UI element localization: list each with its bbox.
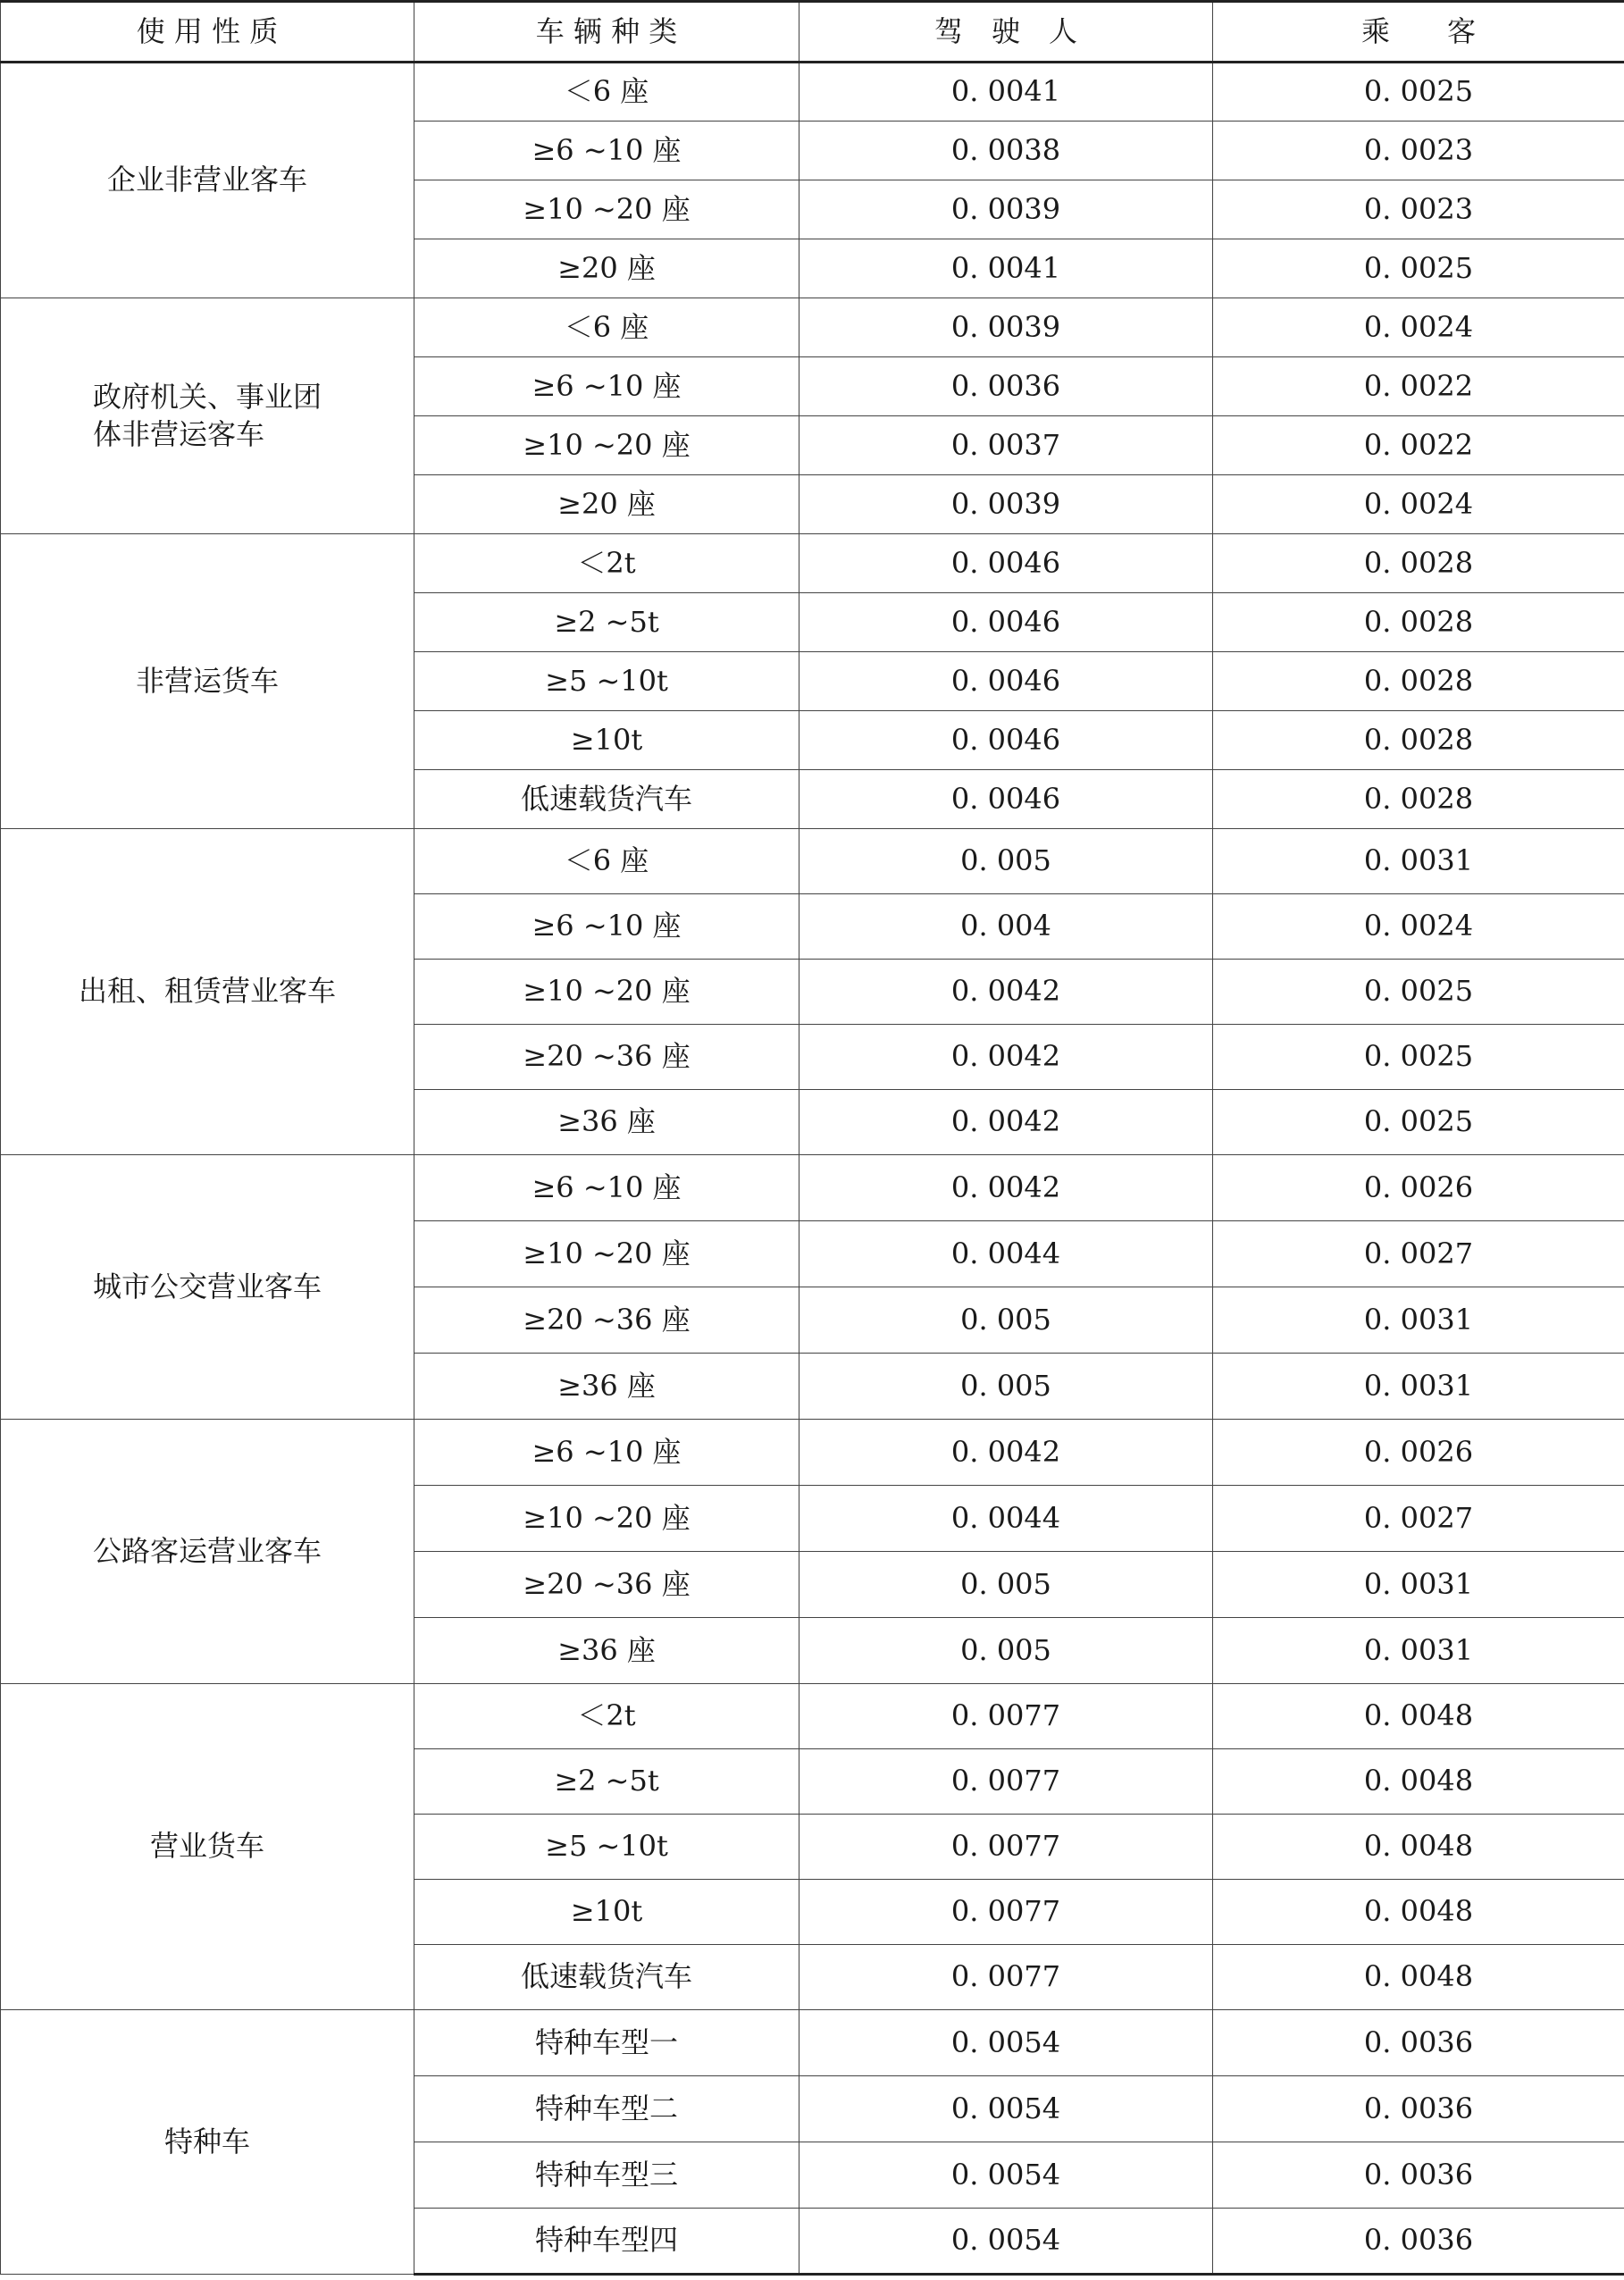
header-usage: 使 用 性 质 bbox=[1, 2, 414, 63]
usage-label: 政府机关、事业团 体非营运客车 bbox=[92, 379, 322, 451]
passenger-rate-cell: 0. 0028 bbox=[1213, 652, 1624, 711]
vehicle-type-cell: 特种车型二 bbox=[414, 2076, 799, 2142]
vehicle-type-cell: ＜6 座 bbox=[414, 298, 799, 357]
driver-rate-cell: 0. 0054 bbox=[799, 2209, 1213, 2275]
driver-rate-cell: 0. 0077 bbox=[799, 1945, 1213, 2010]
passenger-rate-cell: 0. 0036 bbox=[1213, 2010, 1624, 2076]
driver-rate-cell: 0. 005 bbox=[799, 1552, 1213, 1618]
table-row bbox=[1, 829, 1624, 894]
table-body bbox=[1, 63, 1624, 2275]
driver-rate-cell: 0. 0046 bbox=[799, 770, 1213, 829]
vehicle-type-cell: ≥10 ~20 座 bbox=[414, 1486, 799, 1552]
driver-rate-cell: 0. 0037 bbox=[799, 416, 1213, 475]
driver-rate-cell: 0. 0038 bbox=[799, 122, 1213, 180]
vehicle-type-cell: ≥10 ~20 座 bbox=[414, 1221, 799, 1287]
usage-label: 公路客运营业客车 bbox=[92, 1533, 322, 1568]
vehicle-type-cell: ＜2t bbox=[414, 1684, 799, 1749]
table-row bbox=[1, 534, 1624, 593]
table-row bbox=[1, 1420, 1624, 1486]
driver-rate-cell: 0. 0039 bbox=[799, 180, 1213, 239]
passenger-rate-cell: 0. 0024 bbox=[1213, 475, 1624, 534]
usage-label: 企业非营业客车 bbox=[106, 163, 307, 197]
passenger-rate-cell: 0. 0036 bbox=[1213, 2209, 1624, 2275]
driver-rate-cell: 0. 005 bbox=[799, 829, 1213, 894]
vehicle-type-cell: ≥2 ~5t bbox=[414, 593, 799, 652]
passenger-rate-cell: 0. 0027 bbox=[1213, 1486, 1624, 1552]
vehicle-type-cell: ≥6 ~10 座 bbox=[414, 1155, 799, 1221]
driver-rate-cell: 0. 0041 bbox=[799, 63, 1213, 122]
table-row bbox=[1, 298, 1624, 357]
vehicle-type-cell: ≥36 座 bbox=[414, 1354, 799, 1420]
vehicle-type-cell: ≥10t bbox=[414, 711, 799, 770]
driver-rate-cell: 0. 0077 bbox=[799, 1880, 1213, 1945]
passenger-rate-cell: 0. 0027 bbox=[1213, 1221, 1624, 1287]
passenger-rate-cell: 0. 0025 bbox=[1213, 960, 1624, 1025]
driver-rate-cell: 0. 0054 bbox=[799, 2142, 1213, 2209]
vehicle-type-cell: ≥6 ~10 座 bbox=[414, 894, 799, 960]
passenger-rate-cell: 0. 0022 bbox=[1213, 416, 1624, 475]
driver-rate-cell: 0. 005 bbox=[799, 1354, 1213, 1420]
vehicle-type-cell: ≥5 ~10t bbox=[414, 652, 799, 711]
driver-rate-cell: 0. 0039 bbox=[799, 475, 1213, 534]
table-row bbox=[1, 63, 1624, 122]
passenger-rate-cell: 0. 0031 bbox=[1213, 829, 1624, 894]
vehicle-type-cell: 特种车型一 bbox=[414, 2010, 799, 2076]
usage-cell bbox=[1, 298, 414, 534]
passenger-rate-cell: 0. 0031 bbox=[1213, 1618, 1624, 1684]
header-row bbox=[1, 2, 1624, 63]
passenger-rate-cell: 0. 0028 bbox=[1213, 593, 1624, 652]
driver-rate-cell: 0. 0042 bbox=[799, 1420, 1213, 1486]
vehicle-type-cell: ≥6 ~10 座 bbox=[414, 357, 799, 416]
driver-rate-cell: 0. 0046 bbox=[799, 711, 1213, 770]
driver-rate-cell: 0. 0077 bbox=[799, 1749, 1213, 1815]
passenger-rate-cell: 0. 0028 bbox=[1213, 770, 1624, 829]
usage-cell bbox=[1, 534, 414, 829]
usage-label: 非营运货车 bbox=[135, 663, 279, 698]
passenger-rate-cell: 0. 0048 bbox=[1213, 1880, 1624, 1945]
passenger-rate-cell: 0. 0048 bbox=[1213, 1749, 1624, 1815]
passenger-rate-cell: 0. 0031 bbox=[1213, 1552, 1624, 1618]
vehicle-type-cell: ＜2t bbox=[414, 534, 799, 593]
usage-label: 营业货车 bbox=[149, 1829, 264, 1864]
vehicle-type-cell: ＜6 座 bbox=[414, 63, 799, 122]
passenger-rate-cell: 0. 0036 bbox=[1213, 2142, 1624, 2209]
table-row bbox=[1, 2010, 1624, 2076]
vehicle-type-cell: ≥20 ~36 座 bbox=[414, 1552, 799, 1618]
vehicle-type-cell: 低速载货汽车 bbox=[414, 770, 799, 829]
usage-cell bbox=[1, 1155, 414, 1420]
usage-label: 特种车 bbox=[163, 2124, 250, 2158]
driver-rate-cell: 0. 0077 bbox=[799, 1815, 1213, 1880]
driver-rate-cell: 0. 0042 bbox=[799, 1155, 1213, 1221]
vehicle-type-cell: ≥6 ~10 座 bbox=[414, 1420, 799, 1486]
vehicle-type-cell: ≥10 ~20 座 bbox=[414, 960, 799, 1025]
passenger-rate-cell: 0. 0048 bbox=[1213, 1684, 1624, 1749]
vehicle-type-cell: ≥36 座 bbox=[414, 1090, 799, 1155]
driver-rate-cell: 0. 005 bbox=[799, 1287, 1213, 1354]
usage-label: 城市公交营业客车 bbox=[92, 1269, 322, 1303]
driver-rate-cell: 0. 0044 bbox=[799, 1486, 1213, 1552]
header-driver: 驾 驶 人 bbox=[799, 2, 1213, 63]
driver-rate-cell: 0. 0039 bbox=[799, 298, 1213, 357]
passenger-rate-cell: 0. 0024 bbox=[1213, 894, 1624, 960]
passenger-rate-cell: 0. 0025 bbox=[1213, 239, 1624, 298]
driver-rate-cell: 0. 0054 bbox=[799, 2076, 1213, 2142]
passenger-rate-cell: 0. 0025 bbox=[1213, 63, 1624, 122]
driver-rate-cell: 0. 0042 bbox=[799, 960, 1213, 1025]
driver-rate-cell: 0. 0042 bbox=[799, 1025, 1213, 1090]
vehicle-type-cell: ≥6 ~10 座 bbox=[414, 122, 799, 180]
vehicle-type-cell: ≥20 ~36 座 bbox=[414, 1025, 799, 1090]
driver-rate-cell: 0. 0046 bbox=[799, 652, 1213, 711]
driver-rate-cell: 0. 004 bbox=[799, 894, 1213, 960]
usage-cell bbox=[1, 829, 414, 1155]
table-row bbox=[1, 1155, 1624, 1221]
driver-rate-cell: 0. 0077 bbox=[799, 1684, 1213, 1749]
vehicle-type-cell: ≥20 座 bbox=[414, 239, 799, 298]
vehicle-type-cell: 低速载货汽车 bbox=[414, 1945, 799, 2010]
driver-rate-cell: 0. 0042 bbox=[799, 1090, 1213, 1155]
vehicle-type-cell: 特种车型三 bbox=[414, 2142, 799, 2209]
usage-cell bbox=[1, 1684, 414, 2010]
passenger-rate-cell: 0. 0022 bbox=[1213, 357, 1624, 416]
driver-rate-cell: 0. 0041 bbox=[799, 239, 1213, 298]
passenger-rate-cell: 0. 0026 bbox=[1213, 1420, 1624, 1486]
usage-cell bbox=[1, 2010, 414, 2275]
header-vehicle-type: 车 辆 种 类 bbox=[414, 2, 799, 63]
vehicle-type-cell: 特种车型四 bbox=[414, 2209, 799, 2275]
passenger-rate-cell: 0. 0025 bbox=[1213, 1090, 1624, 1155]
passenger-rate-cell: 0. 0048 bbox=[1213, 1815, 1624, 1880]
passenger-rate-cell: 0. 0031 bbox=[1213, 1287, 1624, 1354]
vehicle-type-cell: ≥20 座 bbox=[414, 475, 799, 534]
passenger-rate-cell: 0. 0036 bbox=[1213, 2076, 1624, 2142]
driver-rate-cell: 0. 0036 bbox=[799, 357, 1213, 416]
passenger-rate-cell: 0. 0048 bbox=[1213, 1945, 1624, 2010]
header-passenger: 乘 客 bbox=[1213, 2, 1624, 63]
driver-rate-cell: 0. 0054 bbox=[799, 2010, 1213, 2076]
passenger-rate-cell: 0. 0028 bbox=[1213, 534, 1624, 593]
vehicle-type-cell: ≥20 ~36 座 bbox=[414, 1287, 799, 1354]
passenger-rate-cell: 0. 0023 bbox=[1213, 122, 1624, 180]
driver-rate-cell: 0. 005 bbox=[799, 1618, 1213, 1684]
usage-cell bbox=[1, 63, 414, 298]
driver-rate-cell: 0. 0044 bbox=[799, 1221, 1213, 1287]
passenger-rate-cell: 0. 0026 bbox=[1213, 1155, 1624, 1221]
vehicle-type-cell: ≥5 ~10t bbox=[414, 1815, 799, 1880]
driver-rate-cell: 0. 0046 bbox=[799, 593, 1213, 652]
vehicle-type-cell: ＜6 座 bbox=[414, 829, 799, 894]
usage-cell bbox=[1, 1420, 414, 1684]
driver-rate-cell: 0. 0046 bbox=[799, 534, 1213, 593]
passenger-rate-cell: 0. 0025 bbox=[1213, 1025, 1624, 1090]
passenger-rate-cell: 0. 0023 bbox=[1213, 180, 1624, 239]
vehicle-type-cell: ≥10 ~20 座 bbox=[414, 416, 799, 475]
vehicle-type-cell: ≥10t bbox=[414, 1880, 799, 1945]
passenger-rate-cell: 0. 0024 bbox=[1213, 298, 1624, 357]
vehicle-type-cell: ≥36 座 bbox=[414, 1618, 799, 1684]
vehicle-type-cell: ≥2 ~5t bbox=[414, 1749, 799, 1815]
vehicle-type-cell: ≥10 ~20 座 bbox=[414, 180, 799, 239]
passenger-rate-cell: 0. 0031 bbox=[1213, 1354, 1624, 1420]
table-row bbox=[1, 1684, 1624, 1749]
usage-label: 出租、租赁营业客车 bbox=[78, 974, 336, 1009]
passenger-rate-cell: 0. 0028 bbox=[1213, 711, 1624, 770]
